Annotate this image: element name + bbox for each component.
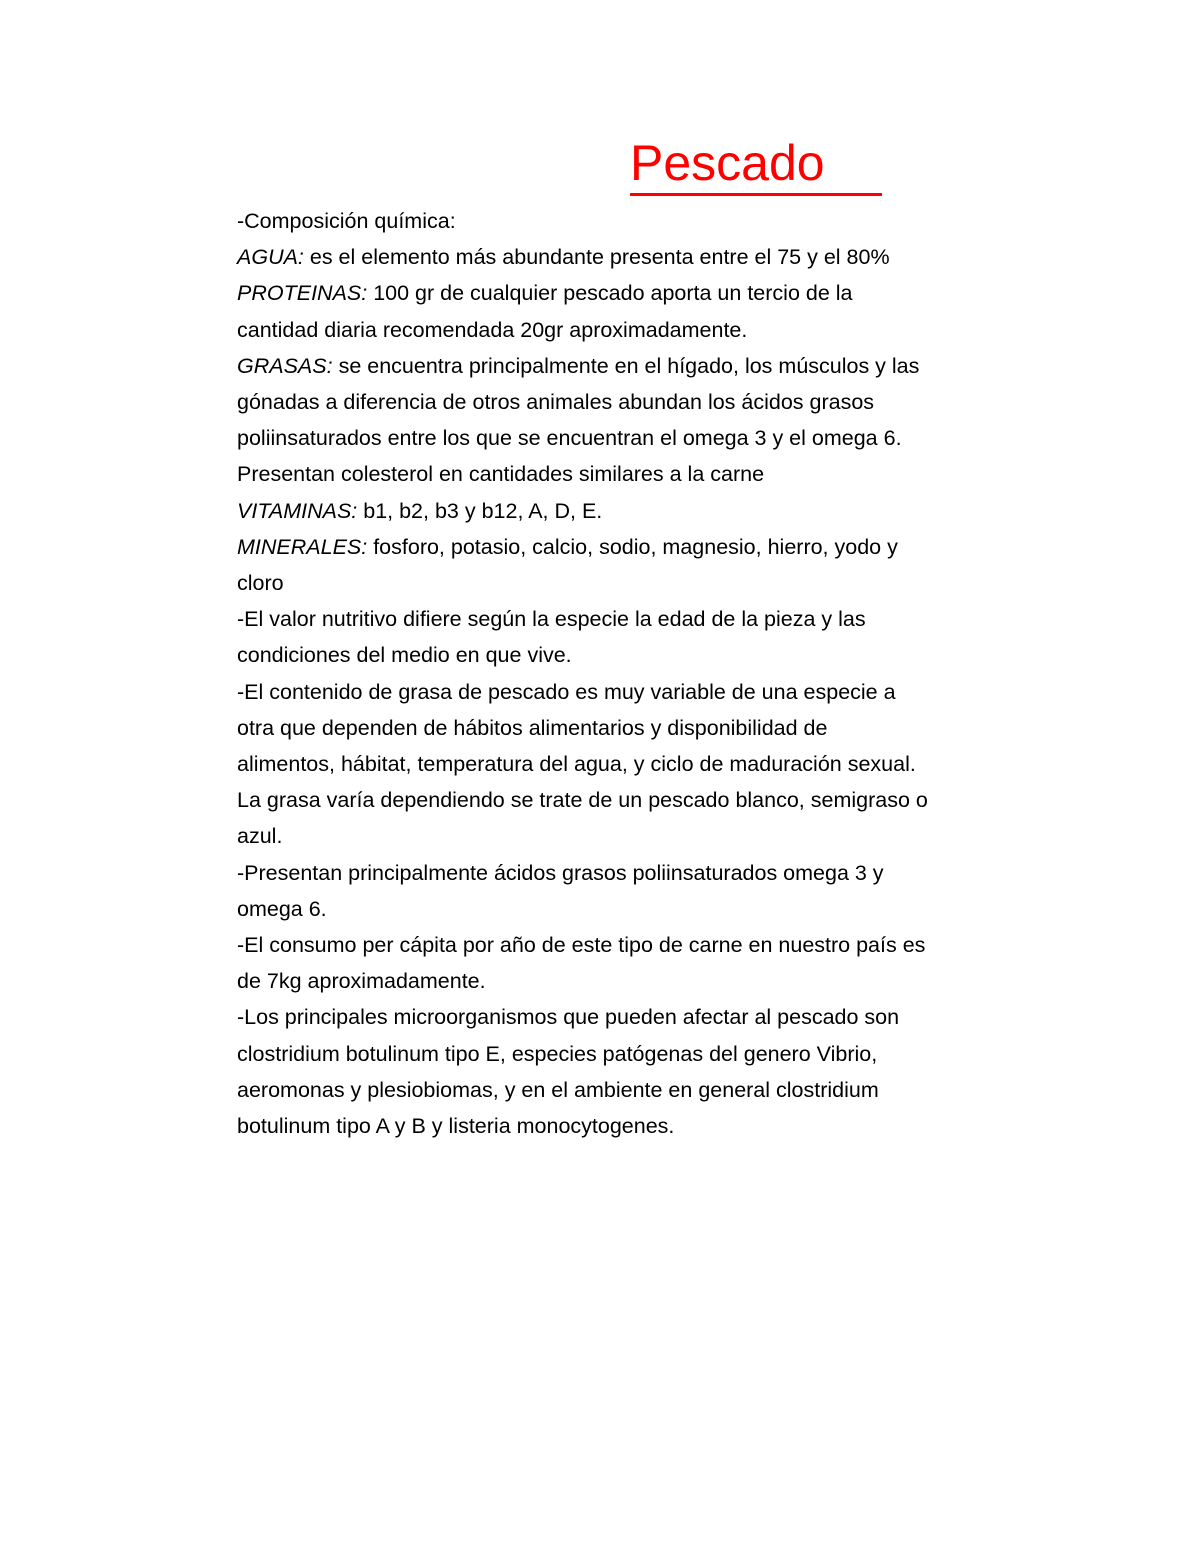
- item-text: es el elemento más abundante presenta entre el 75 y el 80%: [303, 245, 890, 270]
- text-line: [237, 456, 1067, 492]
- item-text: 100 gr de cualquier pescado aporta un tercio de la: [367, 281, 853, 306]
- item-text: otra que dependen de hábitos alimentarios y disponibilidad de: [237, 715, 828, 740]
- item-text: alimentos, hábitat, temperatura del agua, y ciclo de maduración sexual.: [237, 752, 916, 777]
- text-line: [237, 1036, 1067, 1072]
- item-label: MINERALES:: [237, 534, 368, 559]
- text-line: [237, 239, 1067, 275]
- item-text: condiciones del medio en que vive.: [237, 643, 572, 668]
- text-line: [237, 855, 1067, 891]
- title-underline: [630, 193, 882, 196]
- item-label: AGUA:: [237, 245, 304, 270]
- item-text: Presentan colesterol en cantidades similares a la carne: [237, 462, 765, 487]
- item-text: b1, b2, b3 y b12, A, D, E.: [357, 498, 603, 523]
- text-line: [237, 999, 1067, 1035]
- item-text: aeromonas y plesiobiomas, y en el ambiente en general clostridium: [237, 1077, 879, 1102]
- item-text: -Los principales microorganismos que pueden afectar al pescado son: [237, 1005, 900, 1030]
- text-line: [237, 493, 1067, 529]
- text-line: [237, 927, 1067, 963]
- item-text: cantidad diaria recomendada 20gr aproximadamente.: [237, 317, 748, 342]
- text-line: [237, 710, 1067, 746]
- document-body: [237, 203, 1067, 1144]
- item-text: La grasa varía dependiendo se trate de un pescado blanco, semigraso o: [237, 788, 928, 813]
- text-line: [237, 529, 1067, 565]
- text-line: [237, 746, 1067, 782]
- item-text: omega 6.: [237, 896, 327, 921]
- item-text: -El valor nutritivo difiere según la especie la edad de la pieza y las: [237, 607, 866, 632]
- text-line: [237, 384, 1067, 420]
- item-text: cloro: [237, 571, 284, 596]
- item-text: -El consumo per cápita por año de este tipo de carne en nuestro país es: [237, 933, 926, 958]
- text-line: [237, 1108, 1067, 1144]
- item-text: fosforo, potasio, calcio, sodio, magnesio, hierro, yodo y: [367, 534, 898, 559]
- item-text: -Presentan principalmente ácidos grasos poliinsaturados omega 3 y: [237, 860, 884, 885]
- text-line: [237, 1072, 1067, 1108]
- text-line: [237, 782, 1067, 818]
- text-line: [237, 275, 1067, 311]
- item-text: gónadas a diferencia de otros animales abundan los ácidos grasos: [237, 390, 875, 415]
- item-text: clostridium botulinum tipo E, especies patógenas del genero Vibrio,: [237, 1041, 878, 1066]
- item-text: -El contenido de grasa de pescado es muy variable de una especie a: [237, 679, 896, 704]
- text-line: [237, 674, 1067, 710]
- text-line: [237, 348, 1067, 384]
- section-heading: -Composición química:: [237, 209, 456, 233]
- text-line: [237, 818, 1067, 854]
- page-title: Pescado: [630, 135, 825, 191]
- item-text: azul.: [237, 824, 283, 849]
- text-line: [237, 601, 1067, 637]
- text-line: [237, 963, 1067, 999]
- item-text: poliinsaturados entre los que se encuentran el omega 3 y el omega 6.: [237, 426, 902, 451]
- text-line: [237, 637, 1067, 673]
- item-text: botulinum tipo A y B y listeria monocytogenes.: [237, 1114, 675, 1139]
- item-label: GRASAS:: [237, 353, 333, 378]
- text-line: [237, 891, 1067, 927]
- text-line: [237, 312, 1067, 348]
- item-label: VITAMINAS:: [237, 498, 358, 523]
- item-label: PROTEINAS:: [237, 281, 368, 306]
- item-text: de 7kg aproximadamente.: [237, 969, 486, 994]
- text-line: [237, 420, 1067, 456]
- paragraph-lines: [237, 239, 1067, 1144]
- item-text: se encuentra principalmente en el hígado, los músculos y las: [332, 353, 920, 378]
- text-line: [237, 565, 1067, 601]
